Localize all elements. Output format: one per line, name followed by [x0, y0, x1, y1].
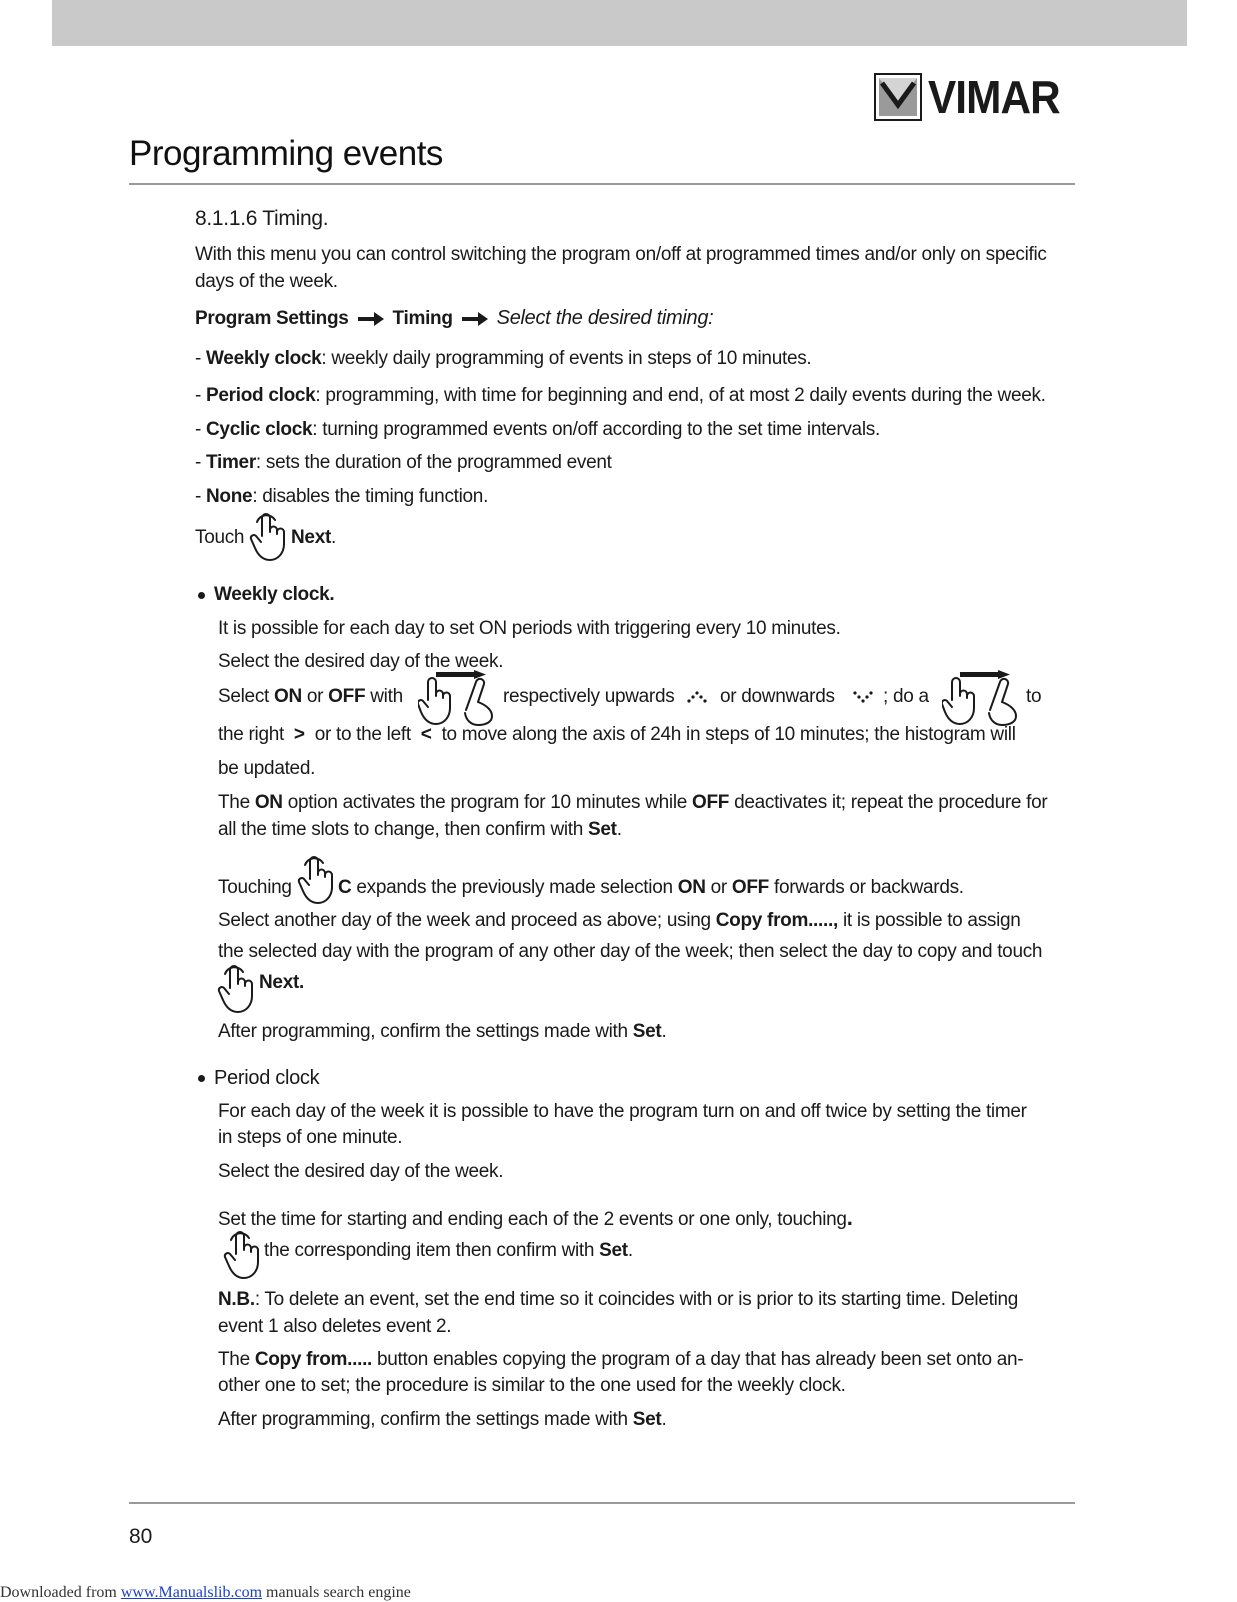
- weekly-after-programming-text: After programming, confirm the settings made with Set.: [218, 1021, 667, 1042]
- swipe-hands-icon: [418, 670, 500, 726]
- touch-hand-icon: [248, 510, 288, 562]
- period-copy-line-2: other one to set; the procedure is similar to the one used for the weekly clock.: [218, 1375, 846, 1396]
- intro-line-2: days of the week.: [195, 271, 338, 292]
- intro-line-1: With this menu you can control switching the program on/off at programmed times and/or only on specific: [195, 244, 1047, 265]
- touch-next-text: Touch: [195, 527, 245, 548]
- down-triangle-icon: [853, 690, 873, 704]
- weekly-downwards-text: or downwards: [720, 686, 835, 707]
- weekly-p2: Select the desired day of the week.: [218, 651, 504, 672]
- period-nb-line-1: N.B.: To delete an event, set the end time so it coincides with or is prior to its starting time. Deleting: [218, 1289, 1019, 1310]
- touch-hand-icon: [296, 853, 336, 905]
- touch-hand-icon: [216, 962, 256, 1014]
- weekly-copy-day-text: the selected day with the program of any other day of the week; then select the day to copy and touch: [218, 941, 1043, 962]
- title-divider: [129, 183, 1075, 185]
- vimar-logo: [874, 72, 1071, 122]
- weekly-to-text: to: [1026, 686, 1042, 707]
- weekly-clock-heading: Weekly clock.: [214, 584, 335, 605]
- weekly-select-text: Select ON or OFF with: [218, 686, 403, 707]
- bullet: [198, 1075, 205, 1082]
- period-p3: Set the time for starting and ending each of the 2 events or one only, touching.: [218, 1205, 853, 1230]
- path-select-timing: Select the desired timing:: [496, 307, 714, 329]
- bullet: [198, 592, 205, 599]
- option-timer: - Timer: sets the duration of the programmed event: [195, 452, 612, 473]
- period-p1b: in steps of one minute.: [218, 1127, 403, 1148]
- arrow-right-icon: [462, 312, 488, 326]
- swipe-hands-icon: [942, 670, 1024, 726]
- period-copy-line-1: The Copy from..... button enables copying the program of a day that has already been set onto an-: [218, 1349, 1024, 1370]
- period-nb-line-2: event 1 also deletes event 2.: [218, 1316, 452, 1337]
- option-period-clock: - Period clock: programming, with time for beginning and end, of at most 2 daily events during the week.: [195, 385, 1046, 406]
- option-cyclic-clock: - Cyclic clock: turning programmed events on/off according to the set time intervals.: [195, 419, 880, 440]
- manualslib-link[interactable]: www.Manualslib.com: [120, 1584, 263, 1601]
- weekly-copy-from-text: Select another day of the week and proceed as above; using Copy from....., it is possible to assign: [218, 910, 1021, 931]
- page-title: Programming events: [129, 134, 443, 173]
- weekly-histogram-text: be updated.: [218, 758, 316, 779]
- download-footer: Downloaded from www.Manualslib.com manuals search engine: [0, 1584, 411, 1601]
- path-program-settings: Program Settings: [195, 308, 349, 329]
- up-triangle-icon: [687, 690, 707, 704]
- vimar-logo-icon: [874, 73, 922, 121]
- weekly-touching-text: Touching: [218, 877, 292, 898]
- section-heading: 8.1.1.6 Timing.: [195, 207, 329, 230]
- option-none: - None: disables the timing function.: [195, 486, 489, 507]
- weekly-on-option-text: The ON option activates the program for 10 minutes while OFF deactivates it; repeat the procedure for: [218, 792, 1048, 813]
- option-weekly-clock: - Weekly clock: weekly daily programming of events in steps of 10 minutes.: [195, 348, 812, 369]
- period-p4: the corresponding item then confirm with Set.: [264, 1240, 633, 1261]
- touch-hand-icon: [222, 1228, 262, 1280]
- header-bar: [52, 0, 1187, 46]
- period-p2: Select the desired day of the week.: [218, 1161, 504, 1182]
- weekly-confirm-set-text: all the time slots to change, then confirm with Set.: [218, 819, 622, 840]
- period-after-programming-text: After programming, confirm the settings made with Set.: [218, 1409, 667, 1430]
- weekly-do-a-text: ; do a: [883, 686, 929, 707]
- menu-path: [195, 306, 713, 331]
- weekly-respectively-text: respectively upwards: [503, 686, 675, 707]
- period-clock-heading: Period clock: [214, 1067, 320, 1089]
- weekly-right-text: the right > or to the left < to move along the axis of 24h in steps of 10 minutes; the histogram will: [218, 724, 1016, 745]
- page-number: 80: [129, 1525, 153, 1548]
- arrow-right-icon: [358, 312, 384, 326]
- weekly-next-label: Next.: [259, 972, 304, 993]
- weekly-p1: It is possible for each day to set ON periods with triggering every 10 minutes.: [218, 618, 841, 639]
- footer-divider: [129, 1502, 1075, 1504]
- period-p1: For each day of the week it is possible to have the program turn on and off twice by setting the timer: [218, 1101, 1027, 1122]
- brand-name: VIMAR: [928, 71, 1060, 123]
- path-timing: Timing: [392, 308, 453, 329]
- touch-next-label: Next.: [291, 527, 336, 548]
- weekly-c-expands-text: C expands the previously made selection ON or OFF forwards or backwards.: [338, 877, 964, 898]
